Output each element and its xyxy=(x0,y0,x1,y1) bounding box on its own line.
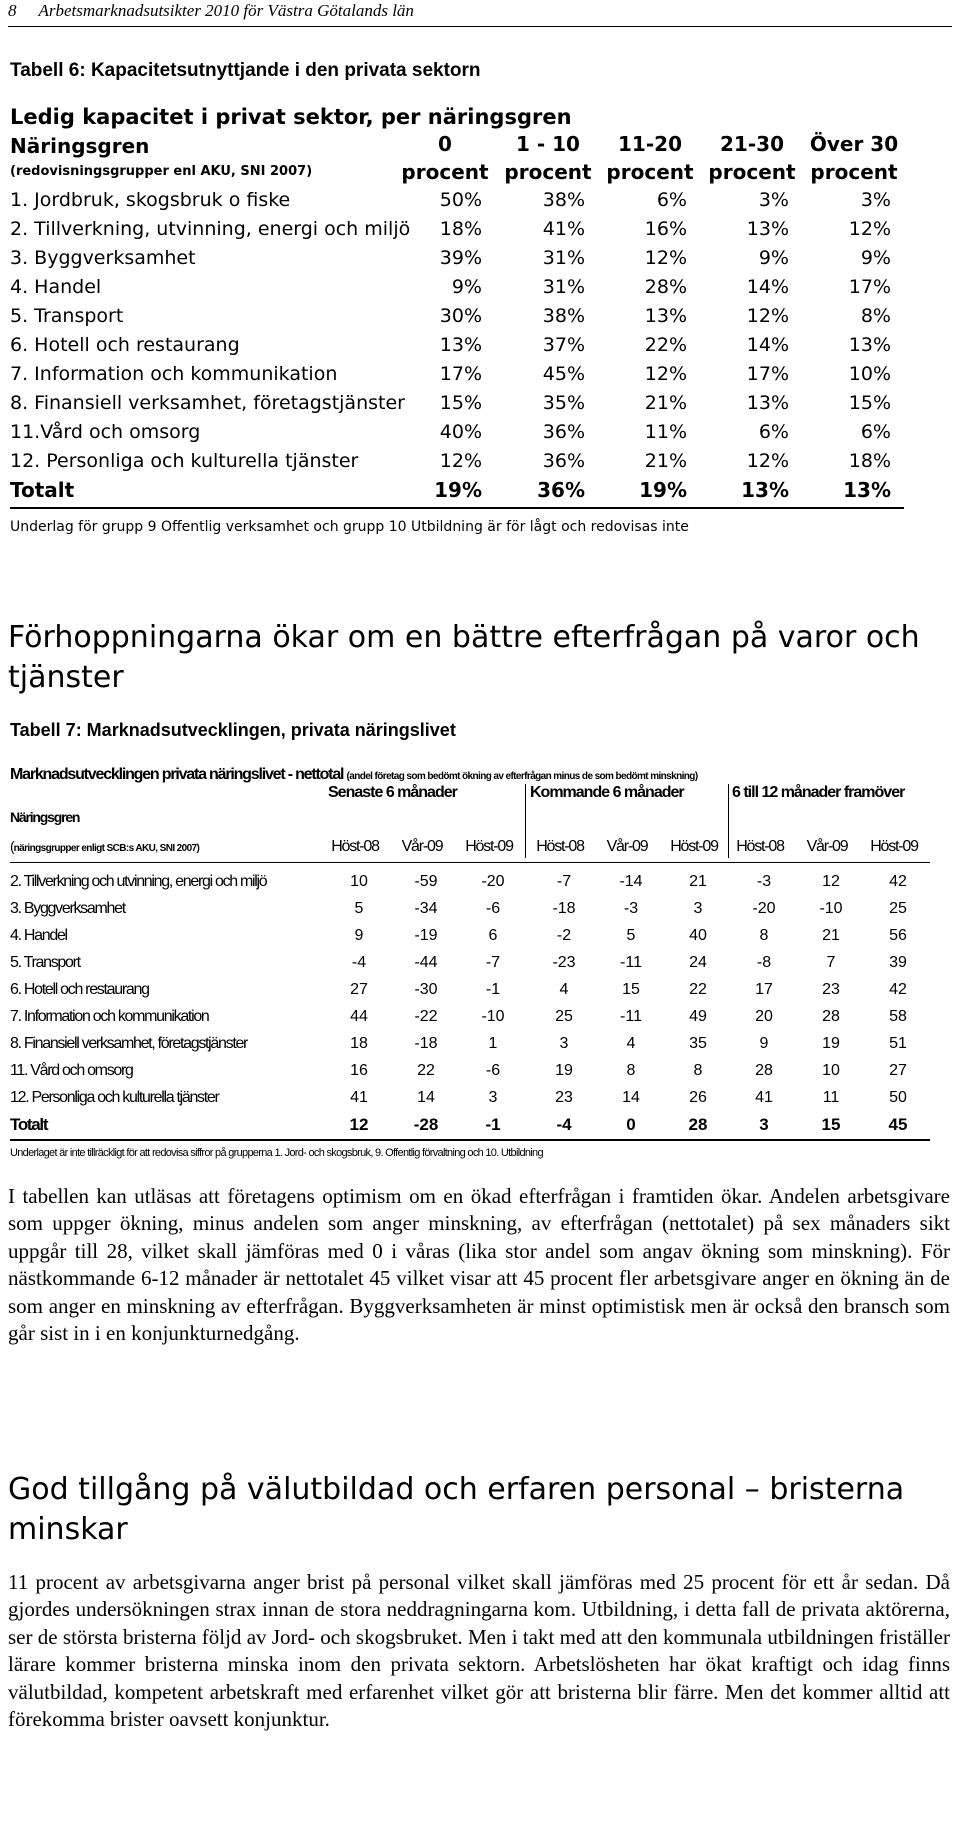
col-header-top: 0 xyxy=(438,132,452,156)
cell-value: -11 xyxy=(620,1008,642,1025)
cell-value: 28% xyxy=(644,276,687,298)
table7-data-rows xyxy=(10,868,930,1111)
row-label: 12. Personliga och kulturella tjänster xyxy=(10,450,359,472)
period-header: Vår-09 xyxy=(806,838,848,855)
col-header-top: 21-30 xyxy=(720,132,784,156)
cell-value: 13% xyxy=(848,334,891,356)
cell-value: 23 xyxy=(555,1089,573,1106)
cell-value: 3 xyxy=(559,1035,569,1052)
table6-col-sublabel: (redovisningsgrupper enl AKU, SNI 2007) xyxy=(10,164,313,179)
table6-body xyxy=(10,186,904,476)
cell-value: -3 xyxy=(756,873,772,890)
table6-note: Underlag för grupp 9 Offentlig verksamhet och grupp 10 Utbildning är för lågt och redovisas inte xyxy=(10,519,689,535)
cell-value: -18 xyxy=(414,1035,438,1052)
cell-value: 9% xyxy=(860,247,891,269)
table7-total-row xyxy=(10,1111,930,1141)
cell-value: -4 xyxy=(351,954,367,971)
body-paragraph: I tabellen kan utläsas att företagens optimism om en ökad efterfrågan i framtiden ökar. Andelen arbetsgivare som uppger ökning, minus andelen som anger minskning, av efterfrågan (nettotalet) på sex månaders sikt uppgår till 28, vilket skall jämföras med 0 i våras (lika stor andel som angav ökning som minskning). För nästkommande 6-12 månader är nettotalet 45 vilket visar att 45 procent fler arbetsgivare anger en ökning än de som anger en minskning av efterfrågan. Byggverksamheten är minst optimistisk men är också den bransch som går sist in i en konjunkturnedgång. xyxy=(8,1184,950,1346)
table-row xyxy=(10,389,904,418)
cell-value: -23 xyxy=(552,954,576,971)
cell-value: -7 xyxy=(485,954,501,971)
period-header: Höst-09 xyxy=(670,838,718,855)
cell-value: 41 xyxy=(755,1089,773,1106)
cell-value: 40 xyxy=(689,927,707,944)
cell-value: 36% xyxy=(542,450,585,472)
cell-value: 14% xyxy=(746,334,789,356)
cell-value: -20 xyxy=(481,873,505,890)
cell-value: 12% xyxy=(644,247,687,269)
col-header-bottom: procent xyxy=(606,160,694,184)
table-row xyxy=(10,1003,930,1030)
cell-value: 19% xyxy=(639,478,687,502)
cell-value: 56 xyxy=(889,927,907,944)
cell-value: 50 xyxy=(889,1089,907,1106)
cell-value: 24 xyxy=(689,954,707,971)
cell-value: 36% xyxy=(537,478,585,502)
cell-value: 49 xyxy=(689,1008,707,1025)
table-row xyxy=(10,949,930,976)
cell-value: 9% xyxy=(758,247,789,269)
cell-value: 25 xyxy=(555,1008,573,1025)
cell-value: 18% xyxy=(848,450,891,472)
table7-title-main: Marknadsutvecklingen privata näringslivet - nettotal xyxy=(10,766,344,783)
cell-value: -28 xyxy=(413,1115,439,1134)
cell-value: 45% xyxy=(542,363,585,385)
cell-value: 31% xyxy=(542,247,585,269)
cell-value: 23 xyxy=(822,981,840,998)
table6-title: Ledig kapacitet i privat sektor, per näringsgren xyxy=(10,105,572,129)
cell-value: 35% xyxy=(542,392,585,414)
table7-caption: Tabell 7: Marknadsutvecklingen, privata näringslivet xyxy=(10,720,456,740)
cell-value: 21 xyxy=(822,927,840,944)
col-header-bottom: procent xyxy=(708,160,796,184)
table6-caption: Tabell 6: Kapacitetsutnyttjande i den privata sektorn xyxy=(10,60,481,81)
cell-value: 12 xyxy=(822,873,840,890)
group-header: Kommande 6 månader xyxy=(530,784,684,801)
period-header: Vår-09 xyxy=(606,838,648,855)
cell-value: 19 xyxy=(555,1062,573,1079)
cell-value: -3 xyxy=(623,900,639,917)
table-row xyxy=(10,215,904,244)
table-row xyxy=(10,1084,930,1111)
cell-value: 13% xyxy=(644,305,687,327)
row-label: 7. Information och kommunikation xyxy=(10,363,338,385)
col-header-bottom: procent xyxy=(810,160,898,184)
cell-value: 21% xyxy=(644,450,687,472)
table-row xyxy=(10,447,904,476)
row-label: 11. Vård och omsorg xyxy=(10,1062,133,1079)
cell-value: 9% xyxy=(451,276,482,298)
cell-value: 8 xyxy=(693,1062,703,1079)
cell-value: 4 xyxy=(626,1035,636,1052)
row-label: 2. Tillverkning och utvinning, energi och miljö xyxy=(10,873,267,890)
table7-col-label: Näringsgren xyxy=(10,809,80,825)
table7-title-sub: (andel företag som bedömt ökning av efterfrågan minus de som bedömt minskning) xyxy=(346,771,698,782)
period-header: Höst-08 xyxy=(736,838,784,855)
cell-value: 19 xyxy=(822,1035,840,1052)
cell-value: 42 xyxy=(889,981,907,998)
cell-value: 12% xyxy=(848,218,891,240)
cell-value: 13% xyxy=(843,478,891,502)
group-divider xyxy=(728,784,729,858)
cell-value: -6 xyxy=(485,1062,501,1079)
row-label: 4. Handel xyxy=(10,927,67,944)
cell-value: 58 xyxy=(889,1008,907,1025)
cell-value: 7 xyxy=(826,954,836,971)
period-header: Vår-09 xyxy=(401,838,443,855)
cell-value: 38% xyxy=(542,189,585,211)
row-label: 6. Hotell och restaurang xyxy=(10,981,149,998)
row-label: 2. Tillverkning, utvinning, energi och miljö xyxy=(10,218,411,240)
cell-value: 16% xyxy=(644,218,687,240)
cell-value: 12 xyxy=(349,1115,369,1134)
cell-value: 13% xyxy=(746,392,789,414)
cell-value: 28 xyxy=(688,1115,708,1134)
row-label: 4. Handel xyxy=(10,276,102,298)
cell-value: -20 xyxy=(752,900,776,917)
cell-value: -22 xyxy=(414,1008,438,1025)
cell-value: 6% xyxy=(758,421,789,443)
cell-value: -19 xyxy=(414,927,438,944)
cell-value: 6 xyxy=(488,927,498,944)
table6-col-header xyxy=(498,130,598,186)
row-label: Totalt xyxy=(10,1115,48,1134)
table6-col-header xyxy=(395,130,495,186)
row-label: 11.Vård och omsorg xyxy=(10,421,201,443)
cell-value: 17% xyxy=(439,363,482,385)
cell-value: 18 xyxy=(350,1035,368,1052)
cell-value: 11% xyxy=(644,421,687,443)
cell-value: 13% xyxy=(746,218,789,240)
cell-value: 6% xyxy=(656,189,687,211)
cell-value: 21 xyxy=(689,873,707,890)
table6-col-label: Näringsgren xyxy=(10,134,150,158)
running-title: Arbetsmarknadsutsikter 2010 för Västra Götalands län xyxy=(38,1,414,20)
cell-value: 19% xyxy=(434,478,482,502)
cell-value: 31% xyxy=(542,276,585,298)
period-header: Höst-09 xyxy=(465,838,513,855)
cell-value: 9 xyxy=(759,1035,769,1052)
paren: ( xyxy=(10,838,14,854)
cell-value: 15 xyxy=(821,1115,841,1134)
row-label: 5. Transport xyxy=(10,954,80,971)
cell-value: -30 xyxy=(414,981,438,998)
table-row xyxy=(10,1057,930,1084)
cell-value: 8 xyxy=(626,1062,636,1079)
cell-value: 8 xyxy=(759,927,769,944)
cell-value: 21% xyxy=(644,392,687,414)
table-row xyxy=(10,186,904,215)
cell-value: -10 xyxy=(819,900,843,917)
table-row xyxy=(10,895,930,922)
cell-value: 3 xyxy=(693,900,703,917)
table7 xyxy=(10,764,930,1159)
cell-value: -1 xyxy=(485,981,501,998)
cell-value: -11 xyxy=(620,954,642,971)
row-label: 6. Hotell och restaurang xyxy=(10,334,240,356)
table6-col-header xyxy=(702,130,802,186)
cell-value: 38% xyxy=(542,305,585,327)
cell-value: 15 xyxy=(622,981,640,998)
table7-body xyxy=(10,868,930,1159)
cell-value: 13% xyxy=(741,478,789,502)
cell-value: -18 xyxy=(552,900,576,917)
col-header-bottom: procent xyxy=(401,160,489,184)
cell-value: 51 xyxy=(889,1035,907,1052)
cell-value: 3 xyxy=(759,1115,769,1134)
page-number: 8 xyxy=(8,1,17,20)
sublabel-text: näringsgrupper enligt SCB:s AKU, SNI 2007) xyxy=(13,843,200,854)
cell-value: 10 xyxy=(822,1062,840,1079)
cell-value: 35 xyxy=(689,1035,707,1052)
table-row xyxy=(10,868,930,895)
cell-value: -8 xyxy=(756,954,772,971)
cell-value: 50% xyxy=(439,189,482,211)
row-label: 1. Jordbruk, skogsbruk o fiske xyxy=(10,189,291,211)
cell-value: 39% xyxy=(439,247,482,269)
cell-value: -14 xyxy=(619,873,643,890)
cell-value: 27 xyxy=(350,981,368,998)
cell-value: 41% xyxy=(542,218,585,240)
cell-value: -4 xyxy=(556,1115,572,1134)
table-row xyxy=(10,273,904,302)
col-header-top: Över 30 xyxy=(809,132,899,156)
group-divider xyxy=(525,784,526,858)
cell-value: 27 xyxy=(889,1062,907,1079)
period-header: Höst-08 xyxy=(536,838,584,855)
cell-value: 6% xyxy=(860,421,891,443)
table6 xyxy=(10,104,904,535)
table6-col-header xyxy=(804,130,904,186)
table-row xyxy=(10,360,904,389)
cell-value: 13% xyxy=(439,334,482,356)
period-header: Höst-09 xyxy=(870,838,918,855)
col-header-bottom: procent xyxy=(504,160,592,184)
table6-header xyxy=(10,130,904,186)
cell-value: 22 xyxy=(689,981,707,998)
cell-value: 0 xyxy=(626,1115,636,1134)
cell-value: 17 xyxy=(755,981,773,998)
col-header-top: 11-20 xyxy=(618,132,682,156)
cell-value: 42 xyxy=(889,873,907,890)
cell-value: -44 xyxy=(414,954,438,971)
table-row xyxy=(10,976,930,1003)
row-label: 5. Transport xyxy=(10,305,124,327)
cell-value: 12% xyxy=(644,363,687,385)
cell-value: 11 xyxy=(822,1089,840,1106)
period-header: Höst-08 xyxy=(331,838,379,855)
cell-value: 22 xyxy=(417,1062,435,1079)
cell-value: -34 xyxy=(414,900,438,917)
cell-value: 18% xyxy=(439,218,482,240)
col-header-top: 1 - 10 xyxy=(516,132,580,156)
cell-value: 15% xyxy=(439,392,482,414)
table7-note: Underlaget är inte tillräckligt för att redovisa siffror på grupperna 1. Jord- och skogsbruk, 9. Offentlig förvaltning och 10. Utbildning xyxy=(10,1147,543,1159)
section-heading: Förhoppningarna ökar om en bättre efterfrågan på varor och tjänster xyxy=(8,620,920,695)
cell-value: 5 xyxy=(354,900,364,917)
row-label: 3. Byggverksamhet xyxy=(10,900,125,917)
cell-value: 22% xyxy=(644,334,687,356)
table7-title xyxy=(10,764,930,786)
table-row xyxy=(10,1030,930,1057)
row-label: 12. Personliga och kulturella tjänster xyxy=(10,1089,219,1106)
cell-value: 10% xyxy=(848,363,891,385)
cell-value: 12% xyxy=(746,305,789,327)
row-label: 3. Byggverksamhet xyxy=(10,247,196,269)
cell-value: 15% xyxy=(848,392,891,414)
cell-value: 30% xyxy=(439,305,482,327)
table-row xyxy=(10,418,904,447)
row-label: 7. Information och kommunikation xyxy=(10,1008,209,1025)
cell-value: 10 xyxy=(350,873,368,890)
cell-value: 45 xyxy=(888,1115,908,1134)
cell-value: 9 xyxy=(354,927,364,944)
cell-value: -10 xyxy=(481,1008,505,1025)
cell-value: 4 xyxy=(559,981,569,998)
cell-value: -6 xyxy=(485,900,501,917)
cell-value: 3 xyxy=(488,1089,498,1106)
table-row xyxy=(10,244,904,273)
body-paragraph: 11 procent av arbetsgivarna anger brist på personal vilket skall jämföras med 25 procent för ett år sedan. Då gjordes undersökningen strax innan de stora neddragningarna kom. Utbildning, i detta fall de privata aktörerna, ser de största bristerna följd av Jord- och skogsbruket. Men i takt med att den kommunala utbildningen friställer lärare kommer bristerna minska inom den privata sektorn. Arbetslösheten har ökat kraftigt och idag finns välutbildad, kompetent arbetskraft med erfarenhet vilket gör att bristerna blir färre. Men det kommer alltid att förekomma brister oavsett konjunktur. xyxy=(8,1570,950,1732)
cell-value: 26 xyxy=(689,1089,707,1106)
cell-value: 17% xyxy=(746,363,789,385)
cell-value: 40% xyxy=(439,421,482,443)
running-header xyxy=(8,0,952,27)
cell-value: -1 xyxy=(485,1115,501,1134)
cell-value: -2 xyxy=(556,927,572,944)
cell-value: 41 xyxy=(350,1089,368,1106)
group-header: Senaste 6 månader xyxy=(328,784,457,801)
cell-value: 28 xyxy=(755,1062,773,1079)
cell-value: -7 xyxy=(556,873,572,890)
cell-value: 3% xyxy=(758,189,789,211)
cell-value: 14% xyxy=(746,276,789,298)
cell-value: 20 xyxy=(755,1008,773,1025)
table-row xyxy=(10,302,904,331)
cell-value: 14 xyxy=(417,1089,435,1106)
cell-value: 25 xyxy=(889,900,907,917)
cell-value: 12% xyxy=(746,450,789,472)
cell-value: 12% xyxy=(439,450,482,472)
row-label: 8. Finansiell verksamhet, företagstjänster xyxy=(10,1035,248,1052)
table-row xyxy=(10,331,904,360)
table6-col-header xyxy=(600,130,700,186)
cell-value: 39 xyxy=(889,954,907,971)
cell-value: -59 xyxy=(414,873,438,890)
cell-value: 3% xyxy=(860,189,891,211)
table-row xyxy=(10,922,930,949)
cell-value: 17% xyxy=(848,276,891,298)
cell-value: 28 xyxy=(822,1008,840,1025)
group-header: 6 till 12 månader framöver xyxy=(732,784,905,801)
table6-total-row xyxy=(10,476,904,509)
table7-col-sublabel xyxy=(10,838,199,854)
row-label: 8. Finansiell verksamhet, företagstjänster xyxy=(10,392,405,414)
row-label: Totalt xyxy=(10,478,75,502)
cell-value: 16 xyxy=(350,1062,368,1079)
cell-value: 1 xyxy=(488,1035,498,1052)
cell-value: 44 xyxy=(350,1008,368,1025)
header-rule xyxy=(10,862,930,863)
cell-value: 8% xyxy=(860,305,891,327)
cell-value: 36% xyxy=(542,421,585,443)
cell-value: 5 xyxy=(626,927,636,944)
cell-value: 37% xyxy=(542,334,585,356)
section-heading: God tillgång på välutbildad och erfaren personal – bristerna minskar xyxy=(8,1472,905,1547)
cell-value: 14 xyxy=(622,1089,640,1106)
